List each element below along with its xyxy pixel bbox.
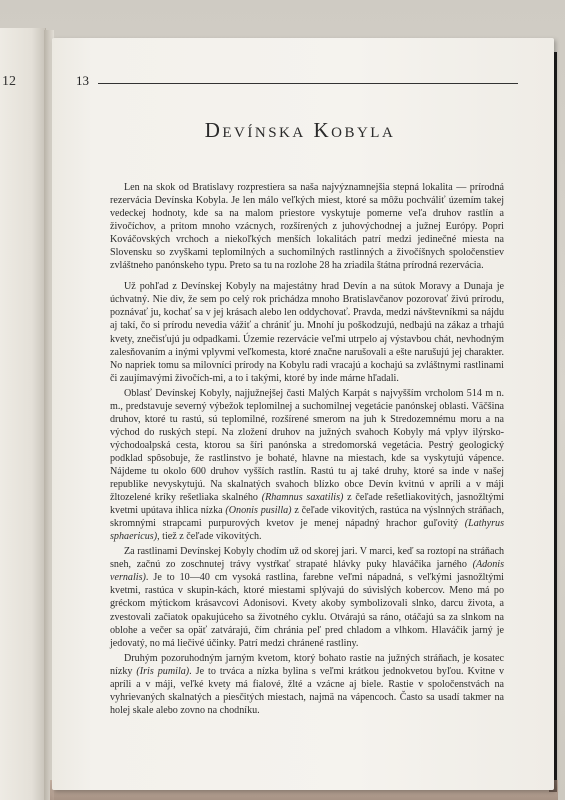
page-header <box>76 73 526 91</box>
text-run: . Je to trváca a nízka bylina s veľmi krátkou jednokvetou byľou. Kvitne v apríli a v máji, veľké kvety má fialové, žlté a vzácne aj biele. Rastie v spoločenstvách na vyhrievaných skalnatých a piesčitých miestach, najmä na vápencoch. Často sa usadí takmer na holej skale alebo zovno na chodníku. <box>110 665 504 716</box>
page-number: 13 <box>76 73 89 88</box>
body-text <box>110 181 504 719</box>
text-run: Len na skok od Bratislavy rozprestiera sa naša najvýznamnejšia stepná lokalita — prírodná rezervácia Devínska Kobyla. Je len málo veľkých miest, ktoré sa môžu pochváliť územím takej vedeckej hodnoty, kde sa na malom priestore vyskytuje pomerne veľa druhov rastlín a živočíchov, a pritom mnoho vzácnych, rozšírených z juhovýchodnej a južnej Európy. Popri Kováčovských vrchoch a niekoľkých menších lokalitách patrí medzi jedinečné miesta na Slovensku so zvyškami teplomilných a suchomilných rastlinných a živočíšnych spoločenstiev zvláštneho panónskeho typu. Preto sa tu na rozlohe 28 ha zriadila štátna prírodná rezervácia. <box>110 182 504 272</box>
latin-name: (Ononis pusilla) <box>225 505 292 517</box>
paragraph <box>110 280 504 384</box>
chapter-title: Devínska Kobyla <box>204 118 396 142</box>
text-run: , tiež z čeľade vikovitých. <box>157 531 262 543</box>
paragraph <box>110 387 504 544</box>
text-run: Oblasť Devínskej Kobyly, najjužnejšej časti Malých Karpát s najvyšším vrcholom 514 m n. m., predstavuje severný výbežok teplomilnej a suchomilnej vegetácie panónskej oblasti. Väčšina druhov, ktoré tu rastú, sú teplomilné, rozšírené smerom na juh k Stredozemnému moru a na východ do ruských stepí. Na zložení druhov na južných svahoch Kobyly má vplyv ilýrsko-východoalpská cesta, ktorou sa šíri panónska a stredomorská vegetácia. Pestrý geologický podklad spôsobuje, že rastlinstvo je bohaté, hlavne na miestach, kde sa vyskytujú vápence. Nájdeme tu okolo 600 druhov vyšších rastlín. Rastú tu aj také druhy, ktoré sa inde v našej republike nevyskytujú. Na skalnatých svahoch blízko obce Devín kvitnú v apríli a v máji žltozelené kríky rešetliaka skalného <box>110 387 504 504</box>
paragraph <box>110 652 504 717</box>
text-run: . Je to 10—40 cm vysoká rastlina, farebne veľmi nápadná, s veľkými jasnožltými kvetmi, rastúca v skupin-kách, ktoré miestami splývajú do súvislých kobercov. Meno má po gréckom mýtickom krásavcovi Adonisovi. Kvety akoby symbolizovali slnko, darcu života, a zvestovali začiatok opakujúceho sa životného cyklu. Otvárajú sa ráno, otáčajú sa za slnkom na oblohe a večer sa opäť zatvárajú, čím chránia peľ pred chladom a vlhkom. Hlaváčik jarný je jedovatý, no má liečivé účinky. Patrí medzi chránené rastliny. <box>110 572 504 649</box>
paragraph <box>110 545 504 649</box>
text-run: Druhým pozoruhodným jarným kvetom, ktorý bohato rastie na južných stráňach, je kosatec nízky <box>110 652 504 677</box>
latin-name: (Iris pumila) <box>136 665 190 677</box>
text-run: z čeľade vikovitých, rastúca na výslnných stráňach, skromnými strapcami purpurových kvetov je menej nápadný hrachor guľovitý <box>110 505 505 530</box>
header-rule <box>98 83 518 84</box>
text-run: z čeľade rešetliakovitých, jasnožltými kvetmi upútava ihlica nízka <box>110 492 504 517</box>
text-run: Už pohľad z Devínskej Kobyly na majestátny hrad Devín a na sútok Moravy a Dunaja je úchvatný. Nie div, že sem po celý rok prichádza mnoho Bratislavčanov pozorovať živú prírodu, poznávať ju, kochať sa v jej krásach alebo len oddychovať. Pravda, medzi návštevníkmi sa nájdu aj takí, čo si prírodu nevedia vážiť a chrániť ju. Mnohí ju poškodzujú, nedbajú na zákaz a trhajú kvety, znečisťujú ju odpadkami. Územie rezervácie veľmi utrpelo aj výstavbou chát, nevhodným zalesňovaním a inými vplyvmi veľkomesta, ktoré značne narušovali a ešte narušujú jej charakter. No napriek tomu sa milovníci prírody na Kobylu radi vracajú a kochajú sa zvláštnymi rastlinami či zaujímavými živočích-mi, a to i takými, ktoré by inde márne hľadali. <box>110 281 504 384</box>
latin-name: (Lathyrus sphaericus) <box>110 518 504 543</box>
latin-name: (Rhamnus saxatilis) <box>261 492 344 504</box>
paragraph <box>110 181 504 272</box>
text-run: Za rastlinami Devínskej Kobyly chodím už od skorej jari. V marci, keď sa roztopí na stráňach sneh, začnú zo zoschnutej trávy vystŕkať strapaté hlávky puky hlaváčika jarného <box>110 546 504 571</box>
latin-name: (Adonis vernalis) <box>110 559 504 584</box>
previous-page-number: 12 <box>2 74 16 89</box>
previous-page-edge <box>0 28 46 800</box>
